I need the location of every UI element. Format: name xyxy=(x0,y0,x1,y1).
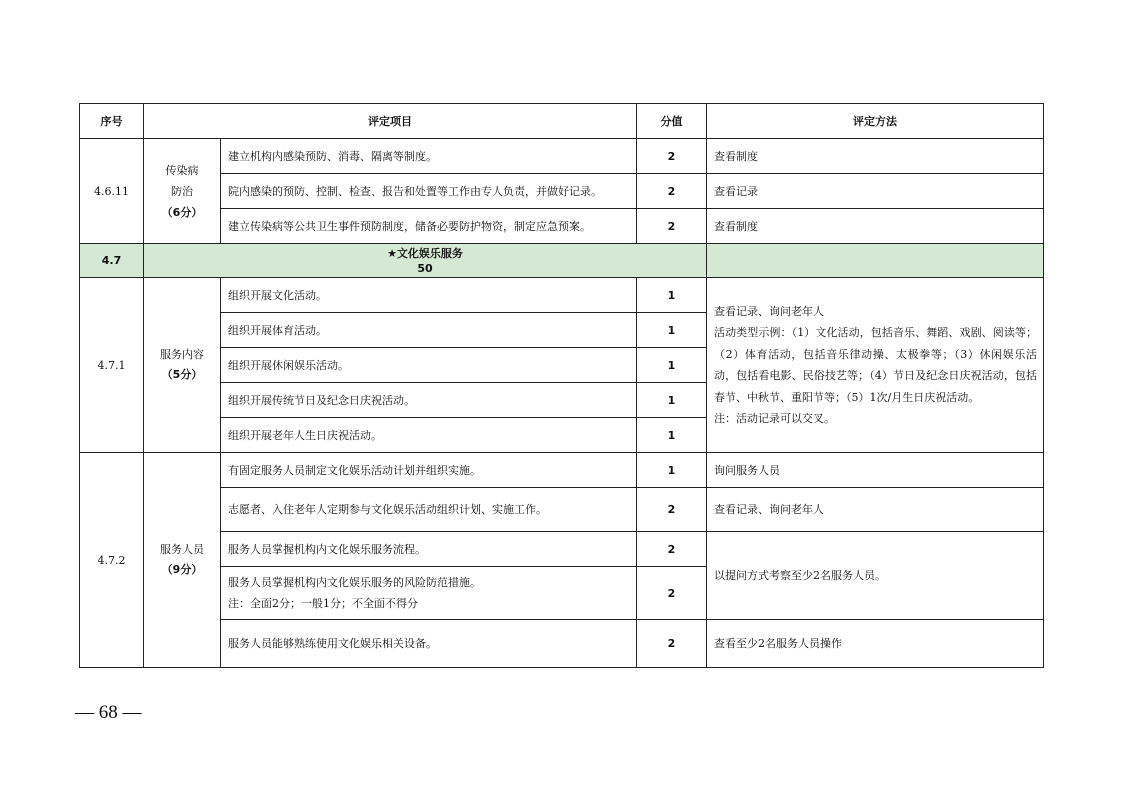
section-heading-row xyxy=(80,244,1044,278)
method-text: 查看制度 xyxy=(707,139,1044,174)
category-cell xyxy=(144,278,221,453)
item-score: 1 xyxy=(637,383,707,418)
table-row xyxy=(80,532,1044,567)
category-score: （9分） xyxy=(161,563,203,576)
table-row xyxy=(80,139,1044,174)
item-text: 组织开展老年人生日庆祝活动。 xyxy=(221,418,637,453)
item-score: 2 xyxy=(637,532,707,567)
table-row xyxy=(80,209,1044,244)
section-number: 4.7.2 xyxy=(80,453,144,668)
page-number: — 68 — xyxy=(75,702,142,723)
item-text: 院内感染的预防、控制、检查、报告和处置等工作由专人负责，并做好记录。 xyxy=(221,174,637,209)
table-row xyxy=(80,278,1044,313)
section-number: 4.7 xyxy=(80,244,144,278)
item-note: 注：全面2分；一般1分；不全面不得分 xyxy=(228,597,418,610)
item-score: 2 xyxy=(637,209,707,244)
item-text: 组织开展文化活动。 xyxy=(221,278,637,313)
table-row xyxy=(80,488,1044,532)
header-item: 评定项目 xyxy=(144,104,637,139)
item-text: 建立机构内感染预防、消毒、隔离等制度。 xyxy=(221,139,637,174)
section-title xyxy=(144,244,707,278)
category-label-line: 服务内容 xyxy=(160,348,204,361)
table-header-row xyxy=(80,104,1044,139)
item-text: 服务人员能够熟练使用文化娱乐相关设备。 xyxy=(221,620,637,668)
method-text: 询问服务人员 xyxy=(707,453,1044,488)
method-text: 以提问方式考察至少2名服务人员。 xyxy=(707,532,1044,620)
category-label-line: 防治 xyxy=(171,184,193,198)
header-no: 序号 xyxy=(80,104,144,139)
item-score: 2 xyxy=(637,620,707,668)
category-score: （5分） xyxy=(161,368,203,381)
item-text-main: 服务人员掌握机构内文化娱乐服务的风险防范措施。 xyxy=(228,576,481,589)
item-score: 1 xyxy=(637,418,707,453)
category-score: （6分） xyxy=(161,205,203,219)
method-text-block: 查看记录、询问老年人 活动类型示例：（1）文化活动，包括音乐、舞蹈、戏剧、阅读等；（2）体育活动，包括音乐律动操、太极拳等；（3）休闲娱乐活动，包括看电影、民俗技艺等；（4）节日及纪念日庆祝活动，包括春节、中秋节、重阳节等；（5）1次/月生日庆祝活动。 注：活动记录可以交叉。 xyxy=(714,304,1037,425)
header-method: 评定方法 xyxy=(707,104,1044,139)
item-score: 2 xyxy=(637,139,707,174)
section-number: 4.7.1 xyxy=(80,278,144,453)
item-text: 建立传染病等公共卫生事件预防制度，储备必要防护物资，制定应急预案。 xyxy=(221,209,637,244)
item-text xyxy=(221,567,637,620)
item-score: 1 xyxy=(637,278,707,313)
method-text xyxy=(707,278,1044,453)
item-score: 1 xyxy=(637,313,707,348)
item-text: 组织开展传统节日及纪念日庆祝活动。 xyxy=(221,383,637,418)
item-text: 有固定服务人员制定文化娱乐活动计划并组织实施。 xyxy=(221,453,637,488)
method-text: 查看至少2名服务人员操作 xyxy=(707,620,1044,668)
item-score: 2 xyxy=(637,567,707,620)
item-score: 2 xyxy=(637,488,707,532)
table-row xyxy=(80,620,1044,668)
category-label-line: 服务人员 xyxy=(160,543,204,556)
section-title-text: ★文化娱乐服务 xyxy=(387,246,463,260)
category-label-line: 传染病 xyxy=(165,163,199,177)
table-row xyxy=(80,174,1044,209)
item-text: 组织开展休闲娱乐活动。 xyxy=(221,348,637,383)
section-score: 50 xyxy=(417,261,433,275)
section-number: 4.6.11 xyxy=(80,139,144,244)
item-text: 组织开展体育活动。 xyxy=(221,313,637,348)
item-score: 1 xyxy=(637,348,707,383)
evaluation-table xyxy=(79,103,1044,668)
section-method-empty xyxy=(707,244,1044,278)
method-text: 查看记录 xyxy=(707,174,1044,209)
item-score: 1 xyxy=(637,453,707,488)
category-cell xyxy=(144,453,221,668)
category-cell xyxy=(144,139,221,244)
method-text: 查看制度 xyxy=(707,209,1044,244)
item-text: 志愿者、入住老年人定期参与文化娱乐活动组织计划、实施工作。 xyxy=(221,488,637,532)
item-text: 服务人员掌握机构内文化娱乐服务流程。 xyxy=(221,532,637,567)
item-score: 2 xyxy=(637,174,707,209)
table-row xyxy=(80,453,1044,488)
method-text: 查看记录、询问老年人 xyxy=(707,488,1044,532)
header-score: 分值 xyxy=(637,104,707,139)
